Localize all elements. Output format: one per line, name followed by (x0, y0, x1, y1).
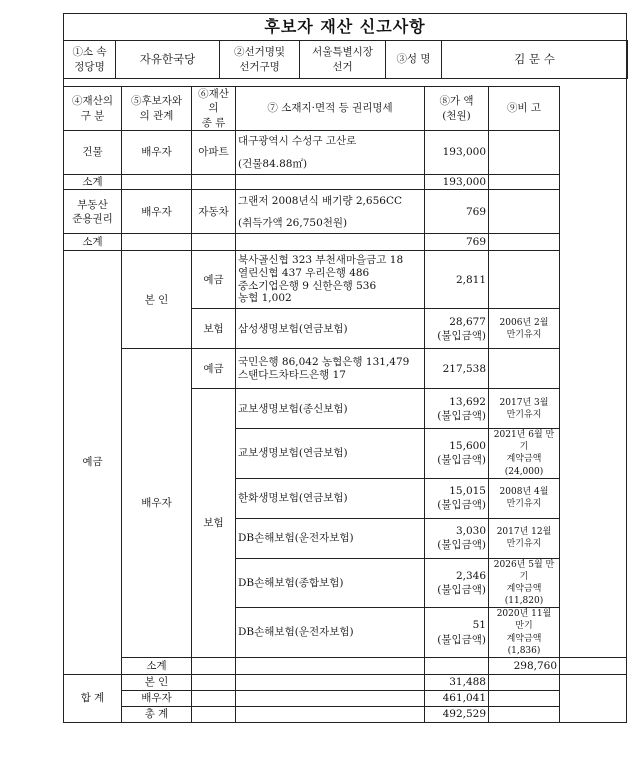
table-row (64, 131, 627, 175)
party-label: ①소 속 정당명 (64, 41, 116, 79)
self-relation: 본 인 (122, 251, 192, 349)
self-insurance-value: 28,677 (불입금액) (425, 309, 489, 349)
building-category: 건물 (64, 131, 122, 175)
totals-label: 합 계 (64, 674, 122, 722)
spouse-insurance-note: 2020년 11월 만기 계약금액(1,836) (489, 608, 560, 658)
spouse-insurance-note: 2008년 4월 만기유지 (489, 478, 560, 518)
vehicle-detail: 그랜저 2008년식 배기량 2,656CC (취득가액 26,750천원) (236, 190, 425, 234)
self-insurance-note: 2006년 2월 만기유지 (489, 309, 560, 349)
building-note (489, 131, 560, 175)
page-title: 후보자 재산 신고사항 (264, 17, 426, 36)
header-category: ④재산의 구 분 (64, 87, 122, 131)
spouse-insurance-detail: DB손해보험(종합보험) (236, 558, 425, 608)
header-relation: ⑤후보자와 의 관계 (122, 87, 192, 131)
spouse-insurance-detail: 한화생명보험(연금보험) (236, 478, 425, 518)
table-row (64, 349, 627, 389)
totals-self-value: 31,488 (425, 674, 489, 690)
self-insurance-detail: 삼성생명보험(연금보험) (236, 309, 425, 349)
spouse-insurance-value: 3,030 (불입금액) (425, 518, 489, 558)
spouse-insurance-kind: 보험 (192, 389, 236, 658)
totals-grand-value: 492,529 (425, 706, 489, 722)
vehicle-category: 부동산 준용권리 (64, 190, 122, 234)
header-note: ⑨비 고 (489, 87, 560, 131)
table-row (64, 175, 627, 190)
building-relation: 배우자 (122, 131, 192, 175)
spouse-insurance-value: 51 (불입금액) (425, 608, 489, 658)
name-label: ③성 명 (386, 41, 442, 79)
asset-table (63, 86, 627, 723)
vehicle-note (489, 190, 560, 234)
party-value: 자유한국당 (116, 41, 220, 79)
building-kind: 아파트 (192, 131, 236, 175)
self-insurance-kind: 보험 (192, 309, 236, 349)
self-deposit-detail: 북사골신협 323 부천새마을금고 18 열린신협 437 우리은행 486 중소기업은행 9 신한은행 536 농협 1,002 (236, 251, 425, 309)
spouse-insurance-note: 2017년 12월 만기유지 (489, 518, 560, 558)
table-row (64, 690, 627, 706)
table-row (64, 706, 627, 722)
header-kind: ⑥재산의 종 류 (192, 87, 236, 131)
vehicle-subtotal-value: 769 (425, 234, 489, 251)
table-row (64, 251, 627, 309)
spouse-insurance-note: 2017년 3월 만기유지 (489, 389, 560, 429)
header-value: ⑧가 액 (천원) (425, 87, 489, 131)
header-detail: ⑦ 소재지·면적 등 권리명세 (236, 87, 425, 131)
totals-grand-label: 총 계 (122, 706, 192, 722)
building-detail: 대구광역시 수성구 고산로 (건물84.88㎡) (236, 131, 425, 175)
building-value: 193,000 (425, 131, 489, 175)
deposits-subtotal-value: 298,760 (489, 657, 560, 674)
totals-spouse-value: 461,041 (425, 690, 489, 706)
table-row (64, 234, 627, 251)
table-row (64, 674, 627, 690)
vehicle-value: 769 (425, 190, 489, 234)
self-deposit-kind: 예금 (192, 251, 236, 309)
vehicle-kind: 자동차 (192, 190, 236, 234)
spouse-insurance-value: 2,346 (불입금액) (425, 558, 489, 608)
district-value: 서울특별시장 선거 (300, 41, 386, 79)
spouse-relation: 배우자 (122, 349, 192, 658)
spouse-deposit-detail: 국민은행 86,042 농협은행 131,479 스탠다드차타드은행 17 (236, 349, 425, 389)
spouse-insurance-value: 15,600 (불입금액) (425, 429, 489, 479)
table-row (64, 190, 627, 234)
candidate-info-table (63, 40, 628, 79)
spouse-insurance-note: 2026년 5월 만기 계약금액(11,820) (489, 558, 560, 608)
building-subtotal-label: 소계 (64, 175, 122, 190)
spouse-insurance-value: 13,692 (불입금액) (425, 389, 489, 429)
spouse-insurance-value: 15,015 (불입금액) (425, 478, 489, 518)
deposits-category: 예금 (64, 251, 122, 675)
building-subtotal-value: 193,000 (425, 175, 489, 190)
vehicle-subtotal-label: 소계 (64, 234, 122, 251)
spouse-deposit-kind: 예금 (192, 349, 236, 389)
district-label: ②선거명및 선거구명 (220, 41, 300, 79)
spouse-insurance-detail: DB손해보험(운전자보험) (236, 518, 425, 558)
table-row (64, 657, 627, 674)
totals-self-label: 본 인 (122, 674, 192, 690)
spouse-deposit-value: 217,538 (425, 349, 489, 389)
name-value: 김 문 수 (442, 41, 628, 79)
spouse-insurance-detail: 교보생명보험(연금보험) (236, 429, 425, 479)
spouse-insurance-detail: DB손해보험(운전자보험) (236, 608, 425, 658)
totals-spouse-label: 배우자 (122, 690, 192, 706)
self-deposit-value: 2,811 (425, 251, 489, 309)
deposits-subtotal-label: 소계 (122, 657, 192, 674)
spouse-insurance-detail: 교보생명보험(종신보험) (236, 389, 425, 429)
spouse-insurance-note: 2021년 6월 만기 계약금액(24,000) (489, 429, 560, 479)
vehicle-relation: 배우자 (122, 190, 192, 234)
